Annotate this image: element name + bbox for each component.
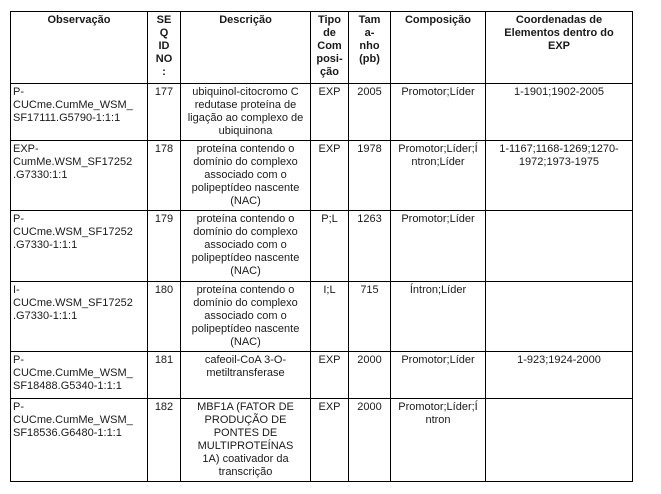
cell-tamanho: 1263 [349, 211, 391, 282]
cell-composicao: Promotor;Líder;Í ntron [391, 399, 486, 482]
header-descricao: Descrição [181, 12, 311, 84]
cell-coordenadas: 1-923;1924-2000 [486, 352, 633, 399]
cell-coordenadas [486, 211, 633, 282]
cell-tamanho: 2005 [349, 84, 391, 141]
cell-tipo-composicao: P;L [311, 211, 349, 282]
cell-descricao: proteína contendo o domínio do complexo associado com o polipeptídeo nascente (NAC) [181, 141, 311, 211]
cell-tipo-composicao: EXP [311, 399, 349, 482]
cell-seq-id: 177 [148, 84, 181, 141]
cell-observacao: P- CUCme.CumMe_WSM_ SF17111.G5790-1:1:1 [11, 84, 148, 141]
table-row [11, 141, 633, 211]
header-observacao: Observação [11, 12, 148, 84]
cell-descricao: MBF1A (FATOR DE PRODUÇÃO DE PONTES DE MULTIPROTEÍNAS 1A) coativador da transcrição [181, 399, 311, 482]
table-row [11, 352, 633, 399]
cell-tamanho: 2000 [349, 352, 391, 399]
cell-observacao: I- CUCme.WSM_SF17252 .G7330-1:1:1 [11, 282, 148, 352]
cell-coordenadas [486, 399, 633, 482]
header-seq-id: SE Q ID NO : [148, 12, 181, 84]
table-row [11, 84, 633, 141]
cell-tipo-composicao: EXP [311, 141, 349, 211]
cell-tipo-composicao: EXP [311, 84, 349, 141]
cell-tamanho: 2000 [349, 399, 391, 482]
cell-composicao: Promotor;Líder [391, 84, 486, 141]
header-tamanho: Tam a- nho (pb) [349, 12, 391, 84]
cell-observacao: P- CUCme.WSM_SF17252 .G7330-1:1:1 [11, 211, 148, 282]
cell-composicao: Íntron;Líder [391, 282, 486, 352]
table-header-row [11, 12, 633, 84]
cell-tamanho: 1978 [349, 141, 391, 211]
cell-seq-id: 181 [148, 352, 181, 399]
cell-descricao: proteína contendo o domínio do complexo associado com o polipeptídeo nascente (NAC) [181, 282, 311, 352]
cell-seq-id: 182 [148, 399, 181, 482]
cell-tamanho: 715 [349, 282, 391, 352]
cell-tipo-composicao: I;L [311, 282, 349, 352]
table-row [11, 282, 633, 352]
header-coordenadas: Coordenadas de Elementos dentro do EXP [486, 12, 633, 84]
cell-seq-id: 180 [148, 282, 181, 352]
cell-descricao: proteína contendo o domínio do complexo associado com o polipeptídeo nascente (NAC) [181, 211, 311, 282]
cell-coordenadas: 1-1167;1168-1269;1270- 1972;1973-1975 [486, 141, 633, 211]
cell-tipo-composicao: EXP [311, 352, 349, 399]
cell-coordenadas [486, 282, 633, 352]
header-tipo-composicao: Tipo de Com posi- ção [311, 12, 349, 84]
header-composicao: Composição [391, 12, 486, 84]
table-row [11, 399, 633, 482]
cell-seq-id: 179 [148, 211, 181, 282]
cell-observacao: P- CUCme.CumMe_WSM_ SF18536.G6480-1:1:1 [11, 399, 148, 482]
cell-observacao: P- CUCme.CumMe_WSM_ SF18488.G5340-1:1:1 [11, 352, 148, 399]
cell-composicao: Promotor;Líder [391, 352, 486, 399]
sequence-table [10, 11, 633, 482]
cell-composicao: Promotor;Líder [391, 211, 486, 282]
cell-observacao: EXP- CumMe.WSM_SF17252 .G7330:1:1 [11, 141, 148, 211]
table-row [11, 211, 633, 282]
cell-composicao: Promotor;Líder;Í ntron;Líder [391, 141, 486, 211]
cell-descricao: ubiquinol-citocromo C redutase proteína de ligação ao complexo de ubiquinona [181, 84, 311, 141]
cell-descricao: cafeoil-CoA 3-O- metiltransferase [181, 352, 311, 399]
cell-seq-id: 178 [148, 141, 181, 211]
cell-coordenadas: 1-1901;1902-2005 [486, 84, 633, 141]
